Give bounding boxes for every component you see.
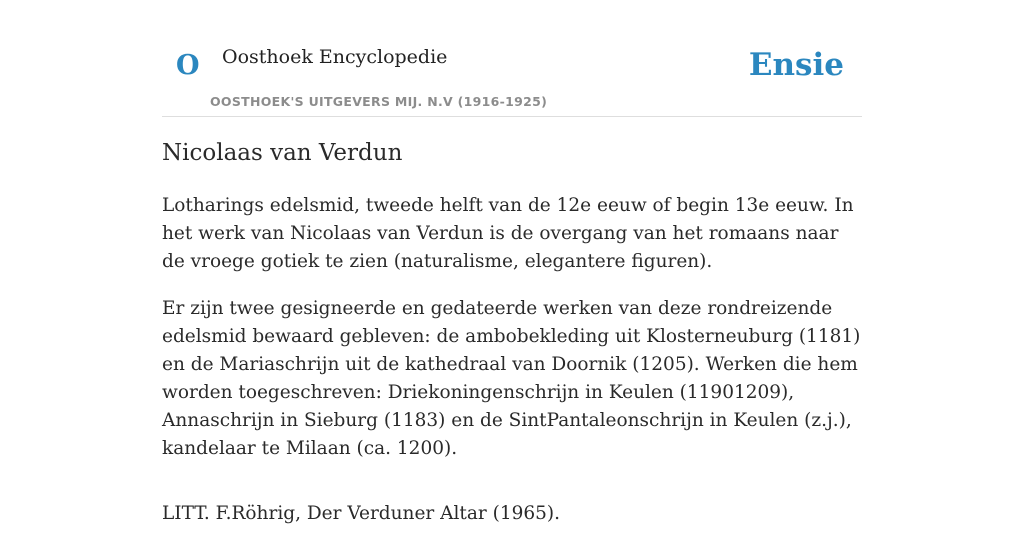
site-header xyxy=(162,0,862,117)
page xyxy=(162,0,862,524)
publisher-line: OOSTHOEK'S UITGEVERS MIJ. N.V (1916-1925) xyxy=(210,94,548,109)
article-body xyxy=(162,192,866,547)
article-paragraph-1: Lotharings edelsmid, tweede helft van de 12e eeuw of begin 13e eeuw. In het werk van Nicolaas van Verdun is de overgang van het romaans naar de vroege gotiek te zien (naturalisme, elegantere figuren). xyxy=(162,195,854,272)
article-title: Nicolaas van Verdun xyxy=(162,140,403,166)
article-paragraph-2: Er zijn twee gesigneerde en gedateerde werken van deze rondreizende edelsmid bewaard gebleven: de ambobekleding uit Klosterneuburg (1181) en de Mariaschrijn uit de kathedraal van Doornik (1205). Werken die hem worden toegeschreven: Driekoningenschrijn in Keulen (11901209), Annaschrijn in Sieburg (1183) en de SintPantaleonschrijn in Keulen (z.j.), kandelaar te Milaan (ca. 1200). xyxy=(162,298,861,459)
ensie-brand-link[interactable]: Ensie xyxy=(748,47,844,83)
literature-reference: LITT. F.Röhrig, Der Verduner Altar (1965). xyxy=(162,503,561,524)
site-title-link[interactable]: Oosthoek Encyclopedie xyxy=(222,46,448,68)
logo-letter[interactable]: O xyxy=(176,50,200,81)
